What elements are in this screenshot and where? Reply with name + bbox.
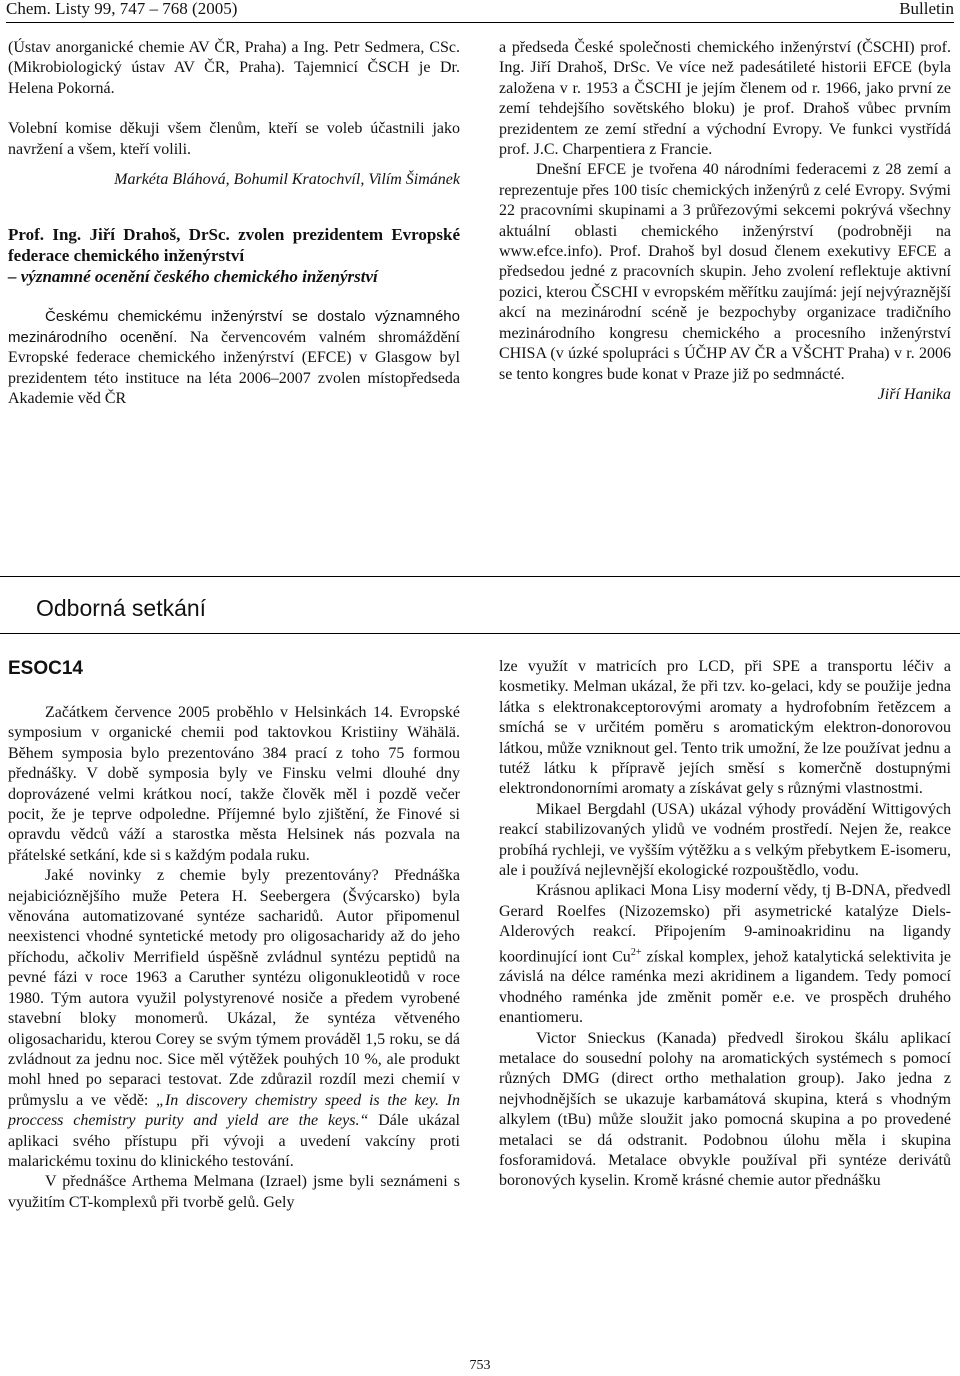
roelfes-text-end: získal komplex, jehož katalytická selektivita je závislá na délce raménka mezi akridinem a ligandem. Tedy pomocí vhodného raménka jde změnit poměr e.e. ve prospěch druhého enantiomeru. <box>499 948 951 1027</box>
roelfes-text: Krásnou aplikaci Mona Lisy moderní vědy, tj B-DNA, předvedl Gerard Roelfes (Nizozemsko) při asymetrické katalýze Diels-Alderových reakcí. Připojením 9-aminoakridinu na ligandy koordinující iont Cu <box>499 882 951 966</box>
esoc-paragraph-3: V přednášce Arthema Melmana (Izrael) jsme byli seznámeni s využitím CT-komplexů při tvorbě gelů. Gely <box>8 1173 460 1211</box>
section-rule-bottom <box>0 633 960 634</box>
copper-charge: 2+ <box>630 946 642 958</box>
article-signature: Jiří Hanika <box>877 385 951 403</box>
article-body-right-2: Dnešní EFCE je tvořena 40 národními federacemi z 28 zemí a reprezentuje přes 100 tisíc chemických inženýrů z celé Evropy. Svými 22 pracovními skupinami a 3 průřezovými sekcemi pokrývá všechny aktuální oblasti chemického inženýrství (podrobněji na www.efce.info). Prof. Drahoš byl dosud členem exekutivy EFCE a předsedou jedné z pracovních skupin. Jeho zvolení reflektuje aktivní pozici, kterou ČSCHI v evropském měřítku zaujímá: její nejvýraznější akcí na mezinárodní scéně je bezpochyby organizace tradičního mezinárodního kongresu chemického a procesního inženýrství CHISA (v úzké spolupráci s ÚČHP AV ČR a VŠCHT Praha) v r. 2006 se tento kongres bude konat v Praze již po sedmnácté. <box>499 161 951 383</box>
esoc-paragraph-2 <box>8 866 460 1172</box>
top-left-column <box>8 38 460 409</box>
seeberger-quote: „In discovery chemistry speed is the key. In proccess chemistry purity and yield are the keys.“ <box>8 1091 460 1130</box>
header-rule <box>6 22 954 23</box>
bottom-left-column <box>8 703 460 1213</box>
article-first-paragraph <box>8 307 460 409</box>
esoc-paragraph-2-text: Jaké novinky z chemie byly prezentovány? Přednáška nejabicióznějšího muže Petera H. Seebergera (Švýcarsko) byla věnována automatizované syntéze sacharidů. Autor připomenul neexistenci vhodné syntetické metody pro oligosacharidy až do jeho příchodu, ačkoliv Merrifield úspěšně zvládnul syntézu peptidů na pevné fázi v roce 1963 a Caruther syntézu oligonukleotidů v roce 1980. Tým autora využil polystyrenové nosiče a předem vyrobené stavební bloky monomerů. Ukázal, že syntéza větveného oligosacharidu, kterou Corey se svým týmem prováděl 1,5 roku, se dá zvládnout za jednu noc. Sice měl výtěžek pouhých 10 %, ale produkt mohl hned po separaci testovat. Zde zdůrazil rozdíl mezi chemií v průmyslu a ve vědě: <box>8 867 460 1109</box>
article-heading: Prof. Ing. Jiří Drahoš, DrSc. zvolen prezidentem Evropské federace chemického inženýrství <box>8 225 460 266</box>
journal-citation: Chem. Listy 99, 747 – 768 (2005) <box>6 0 238 18</box>
esoc-paragraph-2-end: Dále ukázal aplikaci svého přístupu při vývoji a uvedení vakcíny proti malarickému toxinu do klinického testování. <box>8 1112 460 1170</box>
esoc-right-paragraph-3 <box>499 881 951 1028</box>
running-header <box>6 0 954 22</box>
esoc-right-paragraph-2: Mikael Bergdahl (USA) ukázal výhody provádění Wittigových reakcí stabilizovaných ylidů ve vodném prostředí. Nejen že, reakce probíhá rychleji, ve vyšším výtěžku a s velkým přebytkem E-isomeru, ale i používá nejlevnější ekologické rozpouštědlo, vodu. <box>499 800 951 880</box>
page-number: 753 <box>469 1358 491 1373</box>
article-body-left: Na červencovém valném shromáždění Evropské federace chemického inženýrství (EFCE) v Glasgow byl prezidentem této instituce na léta 2006–2007 zvolen místopředseda Akademie věd ČR <box>8 328 460 408</box>
article-subheading: – významné ocenění českého chemického inženýrství <box>8 267 378 287</box>
article-body-right-1: a předseda České společnosti chemického inženýrství (ČSCHI) prof. Ing. Jiří Drahoš, DrSc. Ve více než padesátileté historii EFCE (byla založena v r. 1953 a ČSCHI je jejím členem od r. 1966, jako první ze zemí tehdejšího sovětského bloku) je prof. Drahoš vůbec prvním prezidentem ze zemí střední a východní Evropy. Ve funkci vystřídá prof. J.C. Charpentiera z Francie. <box>499 39 951 159</box>
esoc-right-paragraph-4: Victor Snieckus (Kanada) předvedl širokou škálu aplikací metalace do sousední polohy na aromatických systémech s pomocí různých DMG (direct ortho methalation group). Jako jedna z nejvhodnějších se ukazuje karbamátová skupina, která s vhodným alkylem (tBu) může sloužit jako pomocná skupina a po provedené metalaci se dá odstranit. Podobnou úlohu měla i skupina fosforamidová. Metalace obvykle používal při syntéze derivátů boronových kyselin. Kromě krásné chemie autor přednášku <box>499 1029 951 1190</box>
section-label: Bulletin <box>899 0 954 18</box>
section-rule-top <box>0 576 960 577</box>
bottom-right-column <box>499 657 951 1192</box>
section-title: Odborná setkání <box>36 595 207 621</box>
thanks-paragraph: Volební komise děkuji všem členům, kteří se voleb účastnili jako navržení a všem, kteří volili. <box>8 120 460 158</box>
esoc-right-paragraph-1: lze využít v matricích pro LCD, při SPE a transportu léčiv a kosmetiky. Melman ukázal, že při tzv. ko-gelaci, kdy se použije jedna látka s elektronakceptorovými aromaty a hydrofobním řetězcem a smíchá se v určitém poměru s aromatickým elektron-donorovou látkou, může vzniknout gel. Tento trik umožní, že lze používat jednu a tutéž látku k přípravě jejích směsí s komerčně dostupnými elektrondonorními aromaty a získávat gely s různými vlastnostmi. <box>499 658 951 798</box>
esoc-heading: ESOC14 <box>8 658 83 679</box>
article-lead: Českému chemickému inženýrství se dostalo významného mezinárodního ocenění. <box>8 308 460 346</box>
committee-paragraph: (Ústav anorganické chemie AV ČR, Praha) a Ing. Petr Sedmera, CSc. (Mikrobiologický ústav AV ČR, Praha). Tajemnicí ČSCH je Dr. Helena Pokorná. <box>8 39 460 97</box>
committee-signature: Markéta Bláhová, Bohumil Kratochvíl, Vilím Šimánek <box>114 171 460 189</box>
top-right-column <box>499 38 951 405</box>
esoc-paragraph-1: Začátkem července 2005 proběhlo v Helsinkách 14. Evropské symposium v organické chemii pod taktovkou Kristiiny Wähälä. Během symposia bylo prezentováno 384 prací z toho 75 formou přednášky. V době symposia byly ve Finsku velmi dlouhé dny doprovázené velmi krátkou nocí, takže člověk měl i pozdě večer pocit, že je teprve odpoledne. Příjemné bylo zjištění, že Finové si opravdu vědců váží a starostka města Helsinek nás pozvala na přátelské setkání, kde si s každým podala ruku. <box>8 704 460 864</box>
